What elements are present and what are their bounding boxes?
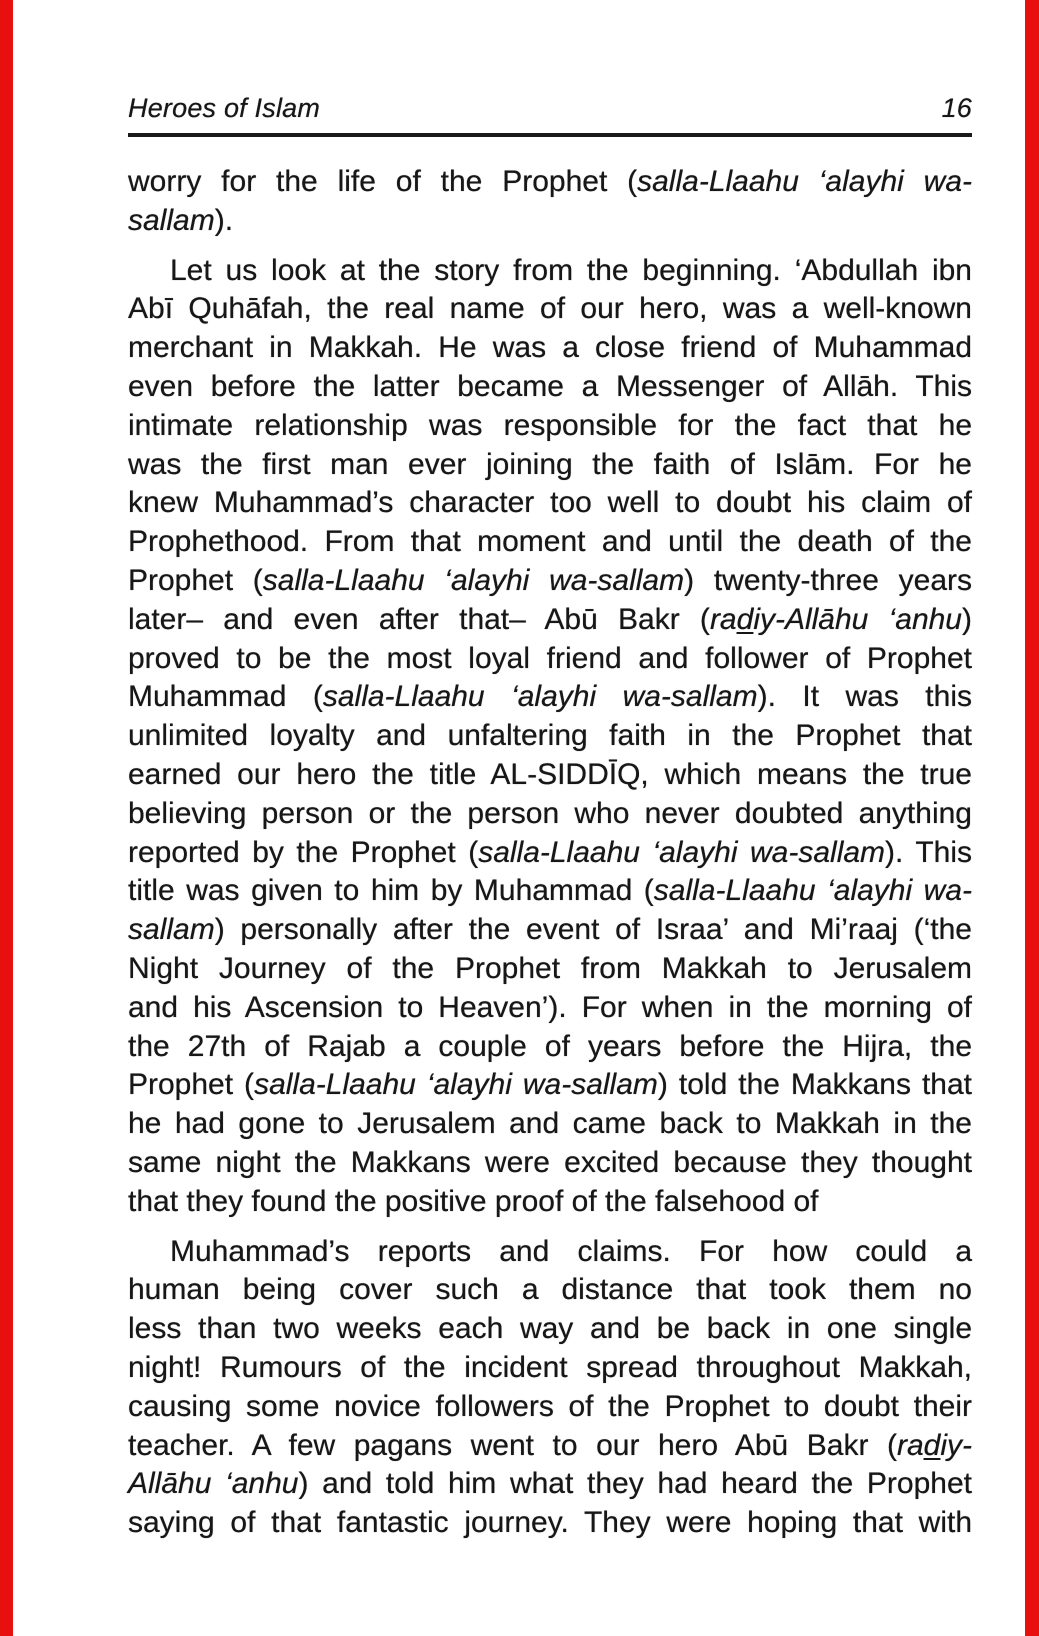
text-run: ) [962, 602, 972, 636]
page-title: Heroes of Islam [128, 93, 321, 123]
text-line [128, 1028, 972, 1067]
text-line [128, 911, 972, 950]
text-line [128, 407, 972, 446]
text-run: ) twenty-three years [684, 563, 973, 597]
text-run: proved to be the most loyal friend and follower of Prophet [128, 641, 972, 675]
text-line [128, 523, 972, 562]
text-run: unlimited loyalty and unfaltering faith in the Prophet that [128, 719, 972, 753]
page-body [128, 163, 972, 1543]
text-line [128, 252, 972, 291]
paragraph [128, 163, 972, 241]
text-run: Prophethood. From that moment and until the death of the [128, 525, 972, 559]
text-line [128, 1388, 972, 1427]
text-line [128, 562, 972, 601]
text-run: Abī Quhāfah, the real name of our hero, was a well-known [128, 292, 972, 326]
text-run: worry for the life of the Prophet ( [128, 165, 638, 198]
text-line [128, 329, 972, 368]
text-run: iy-Allāhu ‘anhu [753, 602, 962, 636]
text-line [128, 601, 972, 640]
text-line [128, 1233, 972, 1272]
text-run: Muhammad’s reports and claims. For how could a [170, 1234, 972, 1268]
header-rule [128, 133, 972, 137]
text-line [128, 368, 972, 407]
paragraph [128, 252, 972, 1222]
text-run: teacher. A few pagans went to our hero Abū Bakr ( [128, 1428, 897, 1462]
text-line [128, 1144, 972, 1183]
text-line [128, 1105, 972, 1144]
text-line [128, 202, 972, 241]
text-run: later– and even after that– Abū Bakr ( [128, 602, 710, 636]
text-run: intimate relationship was responsible for the fact that he [128, 408, 972, 442]
text-line [128, 795, 972, 834]
text-line [128, 290, 972, 329]
text-run: merchant in Makkah. He was a close friend of Muhammad [128, 331, 972, 365]
text-run: salla-Llaahu ‘alayhi wa-sallam [322, 680, 758, 714]
text-run: Prophet ( [128, 1068, 255, 1102]
text-run: Prophet ( [128, 563, 263, 597]
text-run: salla-Llaahu ‘alayhi wa-sallam [262, 563, 685, 597]
text-run: less than two weeks each way and be back in one single [128, 1312, 972, 1346]
text-run: same night the Makkans were excited because they thought [128, 1145, 972, 1179]
text-line [128, 678, 972, 717]
text-run: causing some novice followers of the Prophet to doubt their [128, 1389, 972, 1423]
scan-edge-right [1025, 0, 1039, 1636]
text-run: Muhammad ( [128, 680, 323, 714]
text-run: d [736, 602, 754, 636]
page-number: 16 [941, 93, 972, 123]
text-run: saying of that fantastic journey. They were hoping that with [128, 1506, 972, 1540]
text-line [128, 1271, 972, 1310]
scan-edge-left [0, 0, 13, 1636]
text-run: salla-Llaahu ‘alayhi wa- [653, 874, 972, 908]
text-run: Let us look at the story from the beginning. ‘Abdullah ibn [170, 253, 972, 287]
text-line [128, 1183, 972, 1222]
page [128, 0, 972, 1543]
text-run: ). [214, 203, 234, 237]
text-run: ). It was this [757, 680, 972, 714]
text-run: and his Ascension to Heaven’). For when in the morning of [128, 990, 972, 1024]
text-run: salla-Llaahu ‘alayhi wa- [637, 165, 972, 198]
text-run: ra [709, 602, 737, 636]
text-run: believing person or the person who never doubted anything [128, 796, 972, 830]
text-run: salla-Llaahu ‘alayhi wa-sallam [478, 835, 886, 869]
text-line [128, 1465, 972, 1504]
text-run: ra [896, 1428, 924, 1462]
text-run: title was given to him by Muhammad ( [128, 874, 654, 908]
text-run: ). This [885, 835, 973, 869]
text-line [128, 1066, 972, 1105]
text-run: ) personally after the event of Israa’ and Mi’raaj (‘the [214, 913, 972, 947]
text-line [128, 163, 972, 202]
text-line [128, 756, 972, 795]
text-line [128, 640, 972, 679]
text-line [128, 1310, 972, 1349]
text-run: knew Muhammad’s character too well to doubt his claim of [128, 486, 972, 520]
text-run: night! Rumours of the incident spread throughout Makkah, [128, 1350, 972, 1384]
text-run: iy- [940, 1428, 972, 1462]
text-line [128, 484, 972, 523]
text-line [128, 1504, 972, 1543]
text-run: Night Journey of the Prophet from Makkah to Jerusalem [128, 951, 972, 985]
text-run: sallam [128, 913, 215, 947]
text-run: was the first man ever joining the faith of Islām. For he [128, 447, 972, 481]
text-run: human being cover such a distance that took them no [128, 1273, 972, 1307]
text-run: ) told the Makkans that [657, 1068, 972, 1102]
text-run: ) and told him what they had heard the Prophet [298, 1467, 972, 1501]
text-line [128, 989, 972, 1028]
text-line [128, 950, 972, 989]
text-run: that they found the positive proof of the falsehood of [128, 1184, 819, 1218]
text-run: the 27th of Rajab a couple of years before the Hijra, the [128, 1029, 972, 1063]
page-header [128, 0, 972, 124]
text-run: he had gone to Jerusalem and came back to Makkah in the [128, 1107, 972, 1141]
text-line [128, 834, 972, 873]
text-line [128, 1427, 972, 1466]
text-run: even before the latter became a Messenger of Allāh. This [128, 369, 972, 403]
text-run: salla-Llaahu ‘alayhi wa-sallam [254, 1068, 658, 1102]
text-line [128, 872, 972, 911]
text-run: d [923, 1428, 941, 1462]
text-run: reported by the Prophet ( [128, 835, 479, 869]
paragraph [128, 1233, 972, 1543]
text-line [128, 446, 972, 485]
text-line [128, 1349, 972, 1388]
text-line [128, 717, 972, 756]
text-run: earned our hero the title AL-SIDDĪQ, which means the true [128, 757, 972, 791]
text-run: Allāhu ‘anhu [128, 1467, 299, 1501]
text-run: sallam [128, 203, 215, 237]
